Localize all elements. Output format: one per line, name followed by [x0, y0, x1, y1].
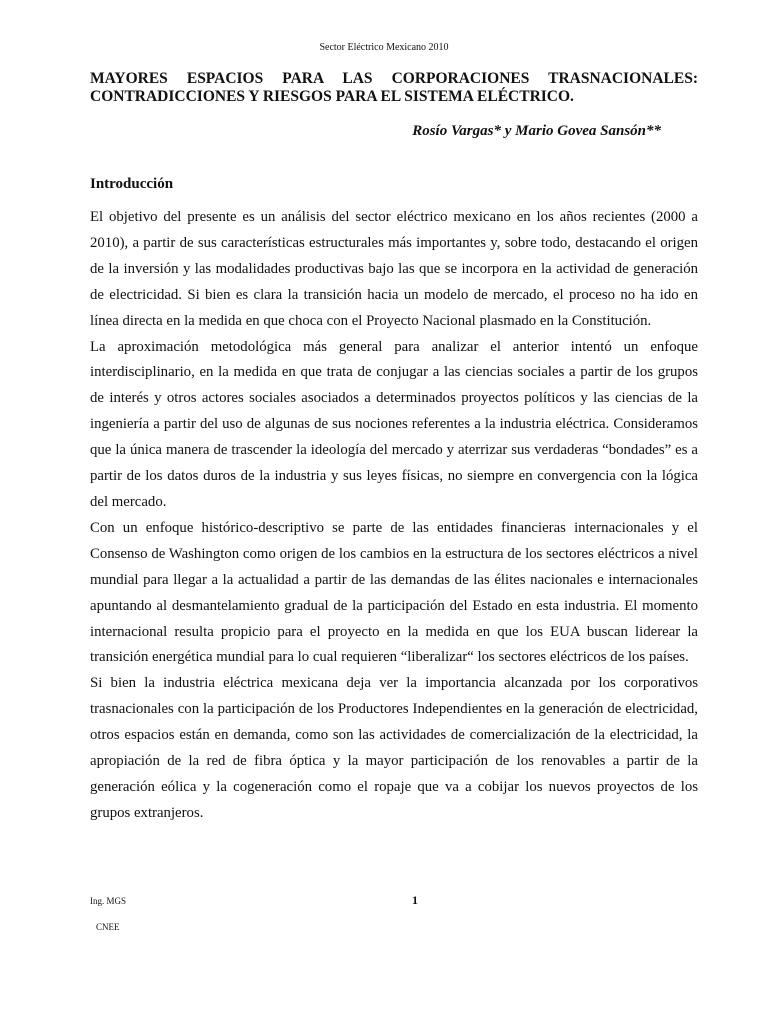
paragraph-2: La aproximación metodológica más general para analizar el anterior intentó un enfoque interdisciplinario, en la medida en que trata de conjugar a las ciencias sociales a partir de los grupos de interés y otros actores sociales asociados a determinados proyectos políticos y las ciencias de la ingeniería a partir del uso de algunas de sus nociones referentes a la industria eléctrica. Consideramos que la única manera de trascender la ideología del mercado y aterrizar sus verdaderas “bondades” es a partir de los datos duros de la industria y sus leyes físicas, no siempre en convergencia con la lógica del mercado. [90, 338, 698, 510]
section-heading-introduccion: Introducción [90, 176, 174, 192]
paragraph-4: Si bien la industria eléctrica mexicana deja ver la importancia alcanzada por los corporativos trasnacionales con la participación de los Productores Independientes en la generación de electricidad, otros espacios están en demanda, como son las actividades de comercialización de la electricidad, la apropiación de la red de fibra óptica y la mayor participación de los renovables a partir de la generación eólica y la cogeneración como el ropaje que va a cobijar los nuevos proyectos de los grupos extranjeros. [90, 675, 698, 821]
footer-bottom-note: CNEE [96, 922, 120, 932]
footer-left-note: Ing. MGS [90, 896, 127, 906]
page-number: 1 [412, 893, 418, 907]
authors-line: Rosío Vargas* y Mario Govea Sansón** [412, 123, 661, 139]
paragraph-1: El objetivo del presente es un análisis del sector eléctrico mexicano en los años recientes (2000 a 2010), a partir de sus características estructurales más importantes y, sobre todo, destacando el origen de la inversión y las modalidades productivas bajo las que se incorpora en la actividad de generación de electricidad. Si bien es clara la transición hacia un modelo de mercado, el proceso no ha ido en línea directa en la medida en que choca con el Proyecto Nacional plasmado en la Constitución. [90, 209, 698, 329]
document-title [90, 70, 698, 106]
paragraph-3: Con un enfoque histórico-descriptivo se parte de las entidades financieras internacionales y el Consenso de Washington como origen de los cambios en la estructura de los sectores eléctricos a nivel mundial para llegar a la actualidad a partir de las demandas de las élites nacionales e internacionales apuntando al desmantelamiento gradual de la participación del Estado en esta industria. El momento internacional resulta propicio para el proyecto en la medida en que los EUA buscan liderear la transición energética mundial para lo cual requieren “liberalizar“ los sectores eléctricos de los países. [90, 519, 698, 666]
title-line-1: MAYORES ESPACIOS PARA LAS CORPORACIONES TRASNACIONALES: [90, 70, 698, 87]
running-header: Sector Eléctrico Mexicano 2010 [319, 42, 449, 53]
body-text [90, 205, 698, 827]
title-line-2: CONTRADICCIONES Y RIESGOS PARA EL SISTEMA ELÉCTRICO. [90, 88, 574, 105]
